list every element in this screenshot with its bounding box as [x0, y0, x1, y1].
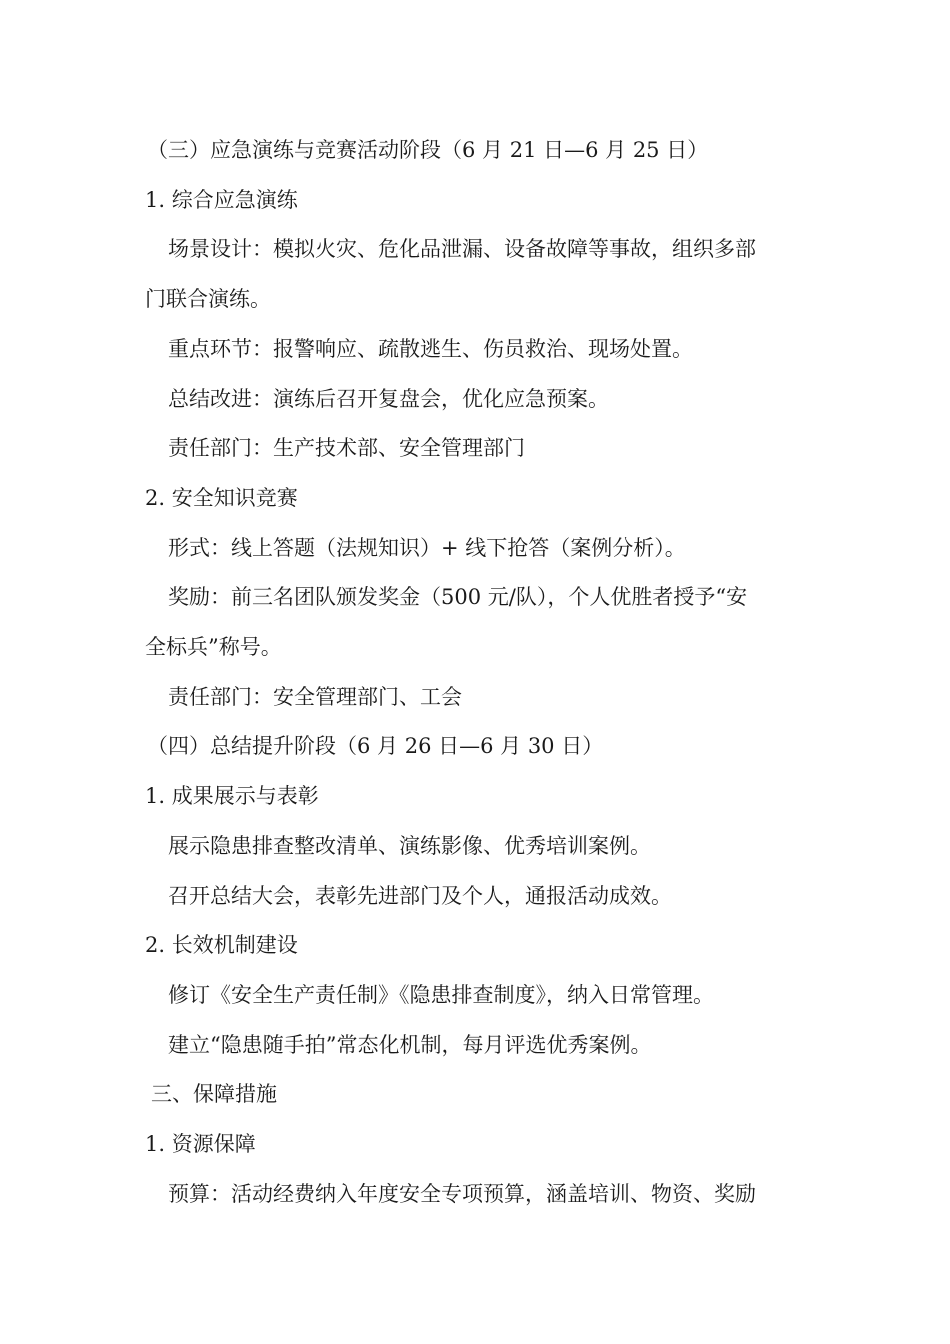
paragraph-contest-format: 形式：线上答题（法规知识）+ 线下抢答（案例分析）。	[168, 535, 686, 560]
paragraph-scenario-design-cont: 门联合演练。	[145, 287, 271, 312]
subsection-heading-four: （四）总结提升阶段（6 月 26 日—6 月 30 日）	[147, 734, 604, 759]
paragraph-summary-meeting: 召开总结大会，表彰先进部门及个人，通报活动成效。	[168, 883, 672, 908]
paragraph-responsible-dept-contest: 责任部门：安全管理部门、工会	[168, 684, 462, 709]
paragraph-responsible-dept-drill: 责任部门：生产技术部、安全管理部门	[168, 436, 525, 461]
item-heading-long-term-mechanism: 2. 长效机制建设	[145, 933, 298, 958]
item-heading-knowledge-contest: 2. 安全知识竞赛	[145, 485, 298, 510]
paragraph-summary-improvement: 总结改进：演练后召开复盘会，优化应急预案。	[168, 386, 609, 411]
subsection-heading-three: （三）应急演练与竞赛活动阶段（6 月 21 日—6 月 25 日）	[147, 138, 709, 162]
item-heading-results-display: 1. 成果展示与表彰	[145, 784, 319, 809]
paragraph-snapshot-mechanism: 建立“隐患随手拍”常态化机制，每月评选优秀案例。	[168, 1032, 652, 1057]
document-body	[145, 126, 810, 1219]
section-heading-safeguards: 三、保障措施	[151, 1082, 277, 1107]
paragraph-budget: 预算：活动经费纳入年度安全专项预算，涵盖培训、物资、奖励	[168, 1181, 756, 1206]
paragraph-revise-rules: 修订《安全生产责任制》《隐患排查制度》，纳入日常管理。	[168, 982, 714, 1007]
item-heading-resource-guarantee: 1. 资源保障	[145, 1132, 256, 1157]
paragraph-contest-reward: 奖励：前三名团队颁发奖金（500 元/队），个人优胜者授予“安	[168, 585, 748, 610]
paragraph-contest-reward-cont: 全标兵”称号。	[145, 635, 282, 660]
paragraph-display-results: 展示隐患排查整改清单、演练影像、优秀培训案例。	[168, 833, 651, 858]
paragraph-scenario-design: 场景设计：模拟火灾、危化品泄漏、设备故障等事故，组织多部	[168, 237, 756, 262]
item-heading-emergency-drill: 1. 综合应急演练	[145, 187, 298, 212]
paragraph-key-steps: 重点环节：报警响应、疏散逃生、伤员救治、现场处置。	[168, 336, 693, 361]
